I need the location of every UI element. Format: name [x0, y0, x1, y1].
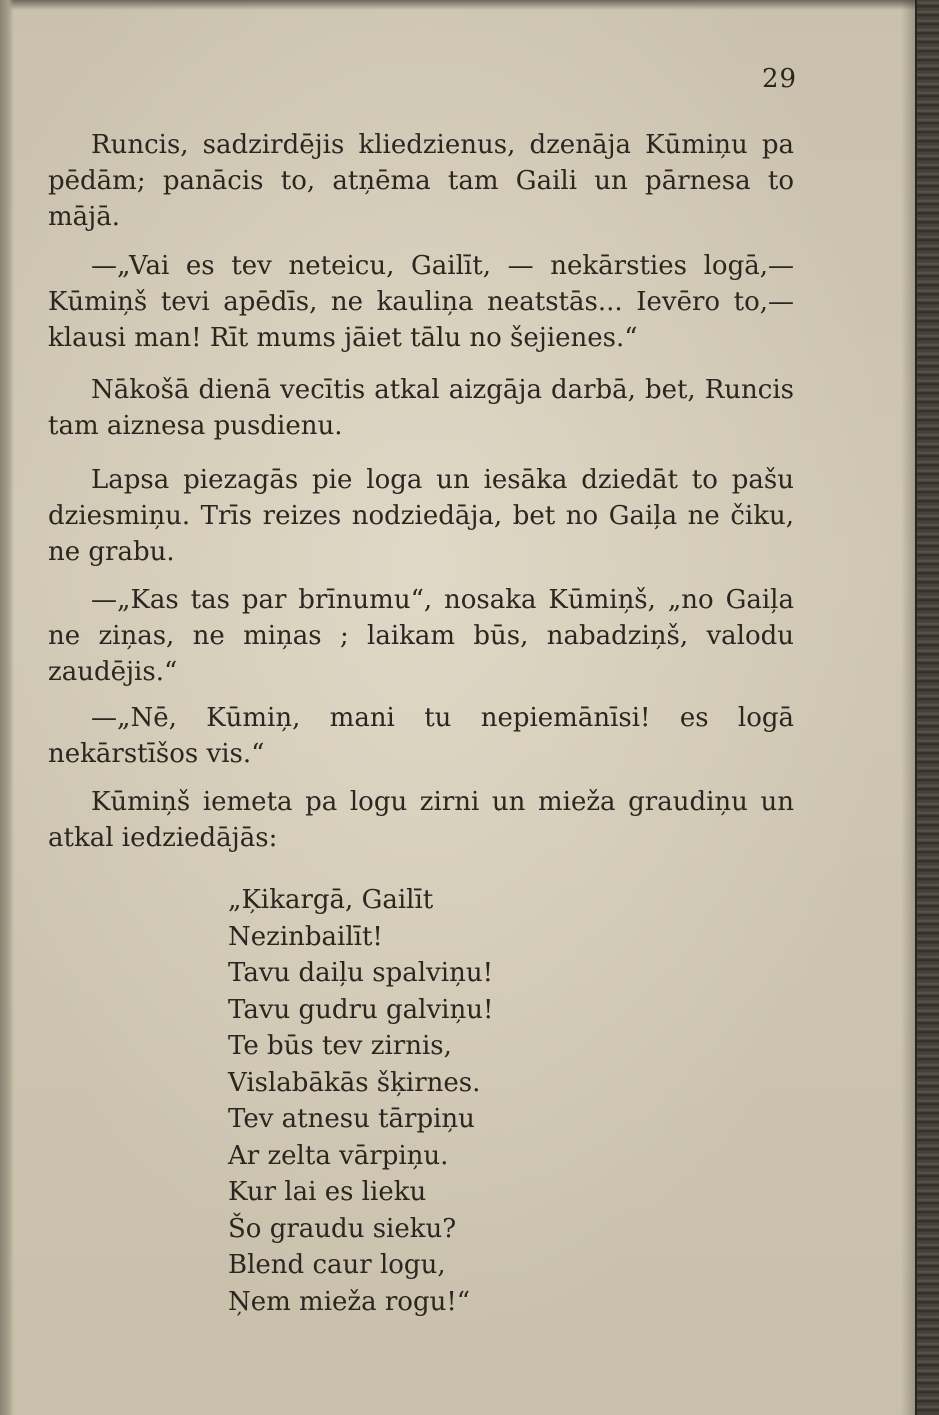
poem-line: Vislabākās šķirnes. — [228, 1067, 481, 1098]
poem-line: Blend caur logu, — [228, 1250, 446, 1280]
paragraph-7: Kūmiņš iemeta pa logu zirni un mieža graudiņu un atkal iedziedājās: — [48, 787, 794, 853]
book-binding — [915, 0, 939, 1415]
paragraph-4: Lapsa piezagās pie loga un iesāka dziedāt to pašu dziesmiņu. Trīs reizes nodziedāja, bet no Gaiļa ne čiku, ne grabu. — [48, 465, 794, 567]
poem-line: Nezinbailīt! — [228, 921, 383, 952]
poem-line: Tavu gudru galviņu! — [228, 994, 494, 1025]
poem-line: Kur lai es lieku — [228, 1177, 427, 1207]
paragraph-5: —„Kas tas par brīnumu“, nosaka Kūmiņš, „no Gaiļa ne ziņas, ne miņas ; laikam būs, nabadziņš, valodu zaudējis.“ — [48, 585, 794, 687]
page-top-edge — [0, 0, 939, 10]
poem-line: Šo graudu sieku? — [228, 1213, 457, 1244]
poem-verse — [228, 882, 493, 1320]
paragraph-6: —„Nē, Kūmiņ, mani tu nepiemānīsi! es logā nekārstīšos vis.“ — [48, 703, 794, 769]
poem-line: Ņem mieža rogu!“ — [228, 1286, 471, 1317]
page-number: 29 — [762, 64, 798, 94]
poem-line: Tev atnesu tārpiņu — [228, 1104, 475, 1134]
poem-line: Te būs tev zirnis, — [228, 1031, 452, 1061]
poem-line: Ar zelta vārpiņu. — [228, 1140, 449, 1171]
paragraph-3: Nākošā dienā vecītis atkal aizgāja darbā, bet, Runcis tam aiznesa pusdienu. — [48, 375, 794, 441]
poem-line: Tavu daiļu spalviņu! — [228, 958, 494, 988]
poem-line: „Ķikargā, Gailīt — [228, 885, 434, 915]
page-left-edge — [0, 0, 14, 1415]
paragraph-2: —„Vai es tev neteicu, Gailīt, — nekārsties logā,— Kūmiņš tevi apēdīs, ne kauliņa neatstās... Ievēro to,— klausi man! Rīt mums jāiet tālu no šejienes.“ — [48, 251, 794, 353]
paragraph-1: Runcis, sadzirdējis kliedzienus, dzenāja Kūmiņu pa pēdām; panācis to, atņēma tam Gaili un pārnesa to mājā. — [48, 130, 794, 232]
